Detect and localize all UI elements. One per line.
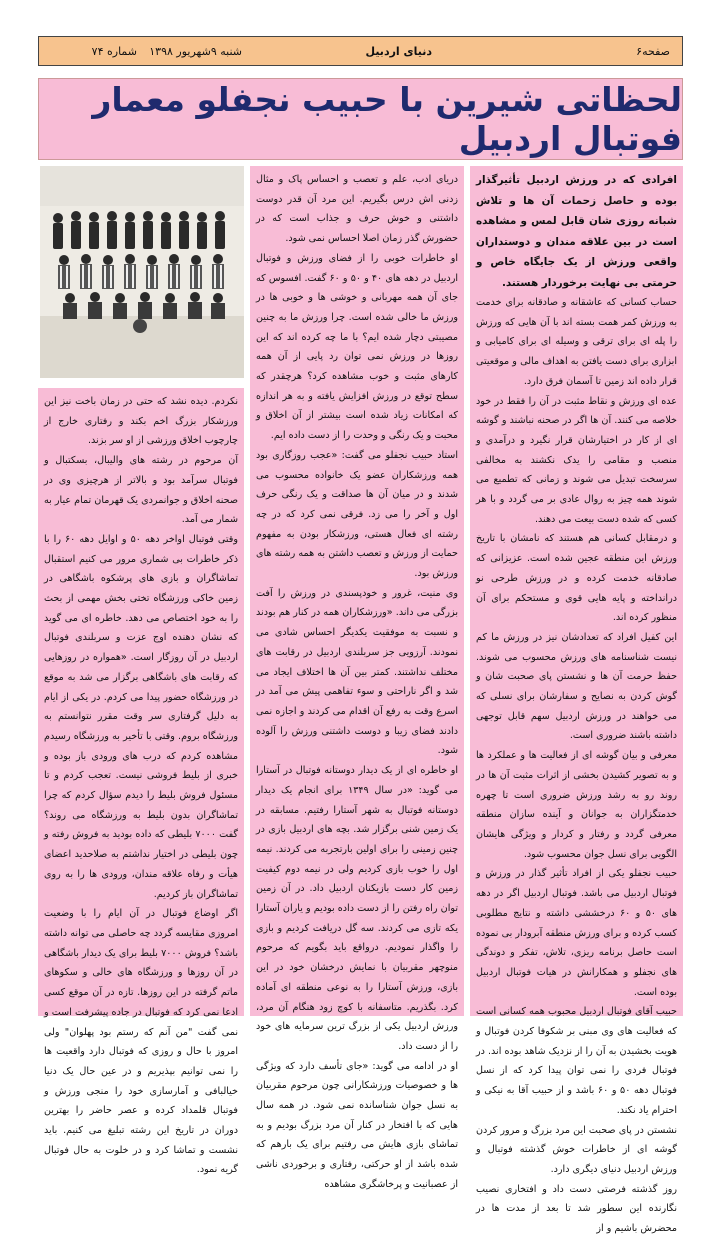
issue-date: شنبه ۹شهریور ۱۳۹۸	[149, 44, 242, 58]
paragraph: نشستن در پای صحبت این مرد بزرگ و مرور کردن گوشه ای از خاطرات خوش گذشته فوتبال و ورزش اردبیل دنیای دیگری دارد.	[476, 1124, 677, 1175]
article-title: لحظاتی شیرین با حبیب نجفلو معمار فوتبال اردبیل	[92, 80, 682, 158]
article-column-left	[38, 388, 244, 1176]
paragraph: حبیب آقای فوتبال اردبیل محبوب همه کسانی است که فعالیت های وی مبنی بر شکوفا کردن فوتبال و هویت بخشیدن به آن را از نزدیک شاهد بوده اند. در فوتبال فردی را نمی توان پیدا کرد که از نسل فوتبال دهه ۵۰ و ۶۰ باشد و از حبیب آقا به نیکی و احترام یاد نکند.	[476, 1006, 678, 1116]
paper-name: دنیای اردبیل	[365, 44, 432, 58]
paragraph: او در ادامه می گوید: «جای تأسف دارد که ویژگی ها و خصوصیات ورزشکارانی چون مرحوم مقربیان به نسل جوان شناسانده نمی شود. در همه سال هایی که با افتخار در کنار آن مرد بزرگ بودیم و به تماشای بازی هایش می رفتیم برای یک بارهم که شده باشد از او حرکتی، رفتاری و برخوردی ناشی از عصبانیت و پرخاشگری مشاهده	[256, 1060, 458, 1190]
paragraph: این کفیل افراد که تعدادشان نیز در ورزش ما کم نیست شناسنامه های ورزش محسوب می شوند. حفظ حرمت آن ها و نشستن پای صحبت شان و گوش کردن به نصایح و سفارشان برای نسلی که می خواهند در ورزش اردبیل سهم قابل توجهی داشته باشند ضروری است.	[476, 631, 677, 742]
paragraph: او خاطره ای از یک دیدار دوستانه فوتبال در آستارا می گوید: «در سال ۱۳۴۹ برای انجام یک دیدار دوستانه فوتبال به شهر آستارا رفتیم. مسابقه در یک زمین شنی برگزار شد. بچه های اردبیل بازی در چنین زمینی را برای اولین بارتجربه می کردند. نیمه اول را خوب بازی کردیم ولی در نیمه دوم کیفیت زمین کار دست بازیکنان اردبیل داد. در آن زمین توان راه رفتن را از دست داده بودیم و یاران آستارا یکه تازی می کردند. سه گل دریافت کردیم و بازی را واگذار نمودیم. درواقع باید بگویم که مرحوم منوچهر مقربیان با نمایش درخشان خود در این بازی، ورزش آستارا را به نوعی منطقه ای آماده کرد. بگذریم. متاسفانه با کوچ زود هنگام آن مرد، ورزش اردبیل یکی از بزرگ ترین سرمایه های خود را از دست داد.	[256, 765, 458, 1052]
page-number: صفحه۶	[636, 44, 670, 58]
paragraph: حبیب نجفلو یکی از افراد تأثیر گذار در ورزش و فوتبال اردبیل می باشد. فوتبال اردبیل اگر در دهه های ۵۰ و ۶۰ درخششی داشته و نتایج مطلوبی کسب کرده و برای ورزش منطقه آبرودار بی نموده است حاصل برنامه ریزی، تلاش، تفکر و دوندگی های نجفلو و همکارانش در هیات فوتبال اردبیل بوده است.	[476, 868, 678, 998]
paragraph: آن مرحوم در رشته های والیبال، بسکتبال و فوتبال سرآمد بود و بالاتر از هرچیزی وی در صحنه اخلاق و جوانمردی یک قهرمان تمام عیار به شمار می آمد.	[44, 455, 238, 526]
paragraph: معرفی و بیان گوشه ای از فعالیت ها و عملکرد ها و به تصویر کشیدن بخشی از اثرات مثبت آن ها در روند رو به رشد ورزش ضروری است تا چهره خدمتگزاران به جوانان و آینده سازان منطقه معرفی گردد و رفتار و کردار و ویژگی هایشان الگویی برای نسل جوان محسوب شود.	[476, 750, 677, 860]
paragraph: وی منیت، غرور و خودپسندی در ورزش را آفت بزرگی می داند. «ورزشکاران همه در کنار هم بودند و نسبت به موفقیت یکدیگر احساس شادی می نمودند. آرزویی جز سربلندی اردبیل در رقابت های مختلف نداشتند. کمتر بین آن ها اختلاف ایجاد می شد و اگر ناراحتی و سوء تفاهمی پیش می آمد در اسرع وقت به رفع آن اقدام می کردند و اجازه نمی دادند فضای زیبا و دوست داشتنی ورزش را آلوده شود.	[256, 587, 458, 757]
paragraph: او خاطرات خوبی را از فضای ورزش و فوتبال اردبیل در دهه های ۴۰ و ۵۰ و ۶۰ گفت. افسوس که جای آن همه مهربانی و خوشی ها و خوبی ها در ورزش ما خالی شده است. چرا ورزش ما به چنین مصیبتی دچار شده ایم؟ با ما چه کرده اند که این روزها در ورزش نمی توان رد پایی از آن همه کارهای مثبت و خوب مشاهده کرد؟ هرچقدر که سطح توقع در ورزش افزایش یافته و به هر اندازه که امکانات زیاد شده است بیشتر از آن اخلاق و محبت و یک رنگی و وحدت را از دست داده ایم.	[256, 252, 459, 442]
paragraph: روز گذشته فرصتی دست داد و افتخاری نصیب نگارنده این سطور شد تا بعد از مدت ها در محضرش باشیم و از	[476, 1183, 677, 1235]
team-photo-image	[40, 166, 244, 378]
paragraph: عده ای ورزش و نقاط مثبت در آن را فقط در خود خلاصه می کنند. آن ها اگر در صحنه نباشند و گوشه ای از کار در اختیارشان قرار نگیرد و درآمدی و منصب و مقامی را یدک نکشند به مخالفی سرسخت تبدیل می شوند و زمانی که تطمیع می شوند همه چیز به روال عادی بر می گردد و با هر کسی که شده دست بیعت می دهند.	[476, 395, 677, 525]
paragraph: و درمقابل کسانی هم هستند که نامشان با تاریخ ورزش این منطقه عجین شده است. عزیزانی که صادقانه خدمت کرده و در ورزش طرحی نو درانداخته و پایه هایی قوی و مستحکم برای آن منظور کرده اند.	[476, 533, 677, 624]
paragraph: نکردم. دیده نشد که حتی در زمان باخت نیز این ورزشکار بزرگ اخم بکند و رفتاری خارج از چارچوب اخلاق ورزشی از او سر بزند.	[44, 396, 238, 447]
paragraph: وقتی فوتبال اواخر دهه ۵۰ و اوایل دهه ۶۰ را با ذکر خاطرات بی شماری مرور می کنیم استقبال تماشاگران و بازی های پرشکوه باشگاهی در زمین خاکی ورزشگاه تختی بخش مهمی از بحث را به خود اختصاص می دهد. خاطره ای می گوید که نشان دهنده اوج عزت و سربلندی فوتبال اردبیل در آن روزگار است. «همواره در روزهایی که رقابت های باشگاهی برگزار می شد به موقع در ورزشگاه حضور پیدا می کردم. در یکی از ایام به دلیل گرفتاری سر وقت مقرر نتوانستم به ورزشگاه بروم. وقتی با تأخیر به ورزشگاه رسیدم مشاهده کردم که درب های ورودی باز بوده و خبری از بلیط فروشی نیست. تعجب کردم و تا مسئول فروش بلیط را دیدم سؤال کردم که چرا تماشاگران بدون بلیط به ورزشگاه می روند؟ گفت ۷۰۰۰ بلیطی که داده بودید به فروش رفته و چون بلیطی در اختیار نداشتم به صلاحدید اعضای هیأت و رفاه علاقه مندان، ورودی ها را به روی تماشاگران باز کردیم.	[44, 533, 239, 900]
headline-box	[38, 78, 683, 160]
article-column-right	[470, 166, 683, 1235]
issue-number: شماره ۷۴	[91, 44, 137, 58]
paragraph: حساب کسانی که عاشقانه و صادقانه برای خدمت به ورزش کمر همت بسته اند با آن هایی که ورزش را پله ای برای ترقی و وسیله ای برای کامیابی و ابزاری برای دست یافتن به اهداف مالی و موقعیتی قرار داده اند زمین تا آسمان فرق دارد.	[476, 297, 677, 387]
paragraph: استاد حبیب نجفلو می گفت: «عجب روزگاری بود همه ورزشکاران عضو یک خانواده محسوب می شدند و در میان آن ها صداقت و یک رنگی حرف اول و آخر را می زد. فرقی نمی کرد که در چه رشته ای فعال هستی، ورزشکار بودن به مفهوم حمایت از ورزش و تعصب داشتن به همه رشته های ورزش بود.	[256, 449, 458, 580]
team-photo	[40, 166, 244, 378]
page-header	[38, 36, 683, 66]
article-column-middle	[250, 166, 464, 1190]
article-lead: افرادی که در ورزش اردبیل تأثیرگذار بوده و حاصل زحمات آن ها و تلاش شبانه روزی شان قابل لمس و مشاهده است در بین علاقه مندان و دوستداران واقعی ورزش از یک جایگاه خاص و حرمتی بی نهایت برخوردار هستند.	[476, 174, 677, 289]
paragraph: دریای ادب، علم و تعصب و احساس پاک و مثال زدنی اش درس بگیریم. این مرد آن قدر دوست داشتنی و خوش حرف و جذاب است که در حضورش گذر زمان اصلا احساس نمی شود.	[256, 174, 458, 245]
paragraph: اگر اوضاع فوتبال در آن ایام را با وضعیت امروزی مقایسه گردد چه حاصلی می توانه داشته باشد؟ فروش ۷۰۰۰ بلیط برای یک دیدار باشگاهی در آن روزها و ورزشگاه های خالی و سکوهای ماتم گرفته در این روزها. تازه در آن موقع کسی ادعا نمی کرد که فوتبال در جاده پیشرفت است و نمی گفت "من آنم که رستم بود پهلوان" ولی امروز با حال و روزی که فوتبال دارد واقعیت ها را نمی توانیم بپذیریم و در عین حال یک دنیا خیالبافی و آمارسازی خود را منجی ورزش و فوتبال قلمداد کرده و عصر حاضر را بهترین دوران در تاریخ این رشته تبلیغ می کنیم. باید نشست و تماشا کرد و در خلوت به حال فوتبال گریه نمود.	[44, 908, 238, 1176]
